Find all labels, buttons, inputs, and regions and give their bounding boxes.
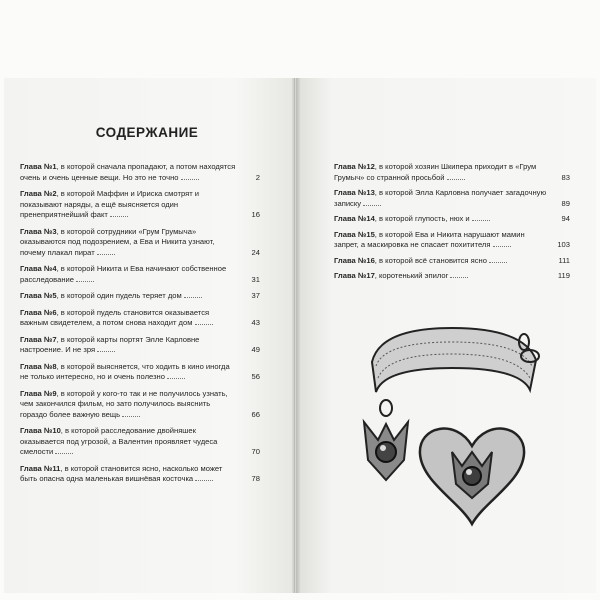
leader-dots xyxy=(363,205,381,206)
toc-entry xyxy=(334,188,570,209)
chapter-description: , в которой становится ясно, насколько может быть опасна одна маленькая вишнёвая косточка xyxy=(20,463,223,483)
leader-dots xyxy=(447,179,465,180)
toc-entry xyxy=(20,189,260,221)
toc-entry xyxy=(20,426,260,458)
chapter-label: Глава №11 xyxy=(20,463,61,473)
toc-entry xyxy=(20,464,260,485)
toc-entry xyxy=(334,230,570,251)
toc-entry xyxy=(334,256,570,267)
chapter-label: Глава №6 xyxy=(20,307,57,317)
page-number: 89 xyxy=(561,198,570,208)
page-number: 31 xyxy=(251,274,260,284)
chapter-description: , в которой сначала пропадают, а потом находятся очень и очень ценные вещи. Но это не точно xyxy=(20,162,236,182)
leader-dots xyxy=(97,254,115,255)
chapter-description: , в которой один пудель теряет дом xyxy=(56,291,182,300)
chapter-label: Глава №2 xyxy=(20,189,57,198)
toc-right-column xyxy=(334,162,570,287)
chapter-label: Глава №7 xyxy=(20,334,57,344)
chapter-label: Глава №10 xyxy=(20,426,61,435)
chapter-label: Глава №9 xyxy=(20,388,57,398)
toc-entry xyxy=(20,335,260,356)
toc-entry xyxy=(20,362,260,383)
page-number: 2 xyxy=(255,172,260,182)
chapter-description: , в которой расследование двойняшек оказывается под угрозой, а Валентин проявляет чудеса смелости xyxy=(20,426,218,456)
chapter-description: , в которой Маффин и Ириска смотрят и показывают наряды, а ещё выясняется один пренеприятнейший факт xyxy=(20,189,200,219)
leader-dots xyxy=(493,246,511,247)
leader-dots xyxy=(489,262,507,263)
toc-entry xyxy=(20,162,260,183)
toc-left-column xyxy=(20,162,260,491)
chapter-description: , в которой пудель становится оказывается важным свидетелем, а потом снова находит дом xyxy=(20,307,210,327)
toc-entry xyxy=(20,227,260,259)
page-number: 43 xyxy=(251,318,260,327)
page-number: 16 xyxy=(251,210,260,219)
bracelet-illustration xyxy=(360,320,550,550)
leader-dots xyxy=(195,480,213,481)
page-number: 111 xyxy=(558,255,570,265)
chapter-label: Глава №8 xyxy=(20,361,57,371)
chapter-label: Глава №14 xyxy=(334,214,375,223)
toc-entry xyxy=(20,291,260,302)
leader-dots xyxy=(181,179,199,180)
page-number: 56 xyxy=(251,372,260,381)
chapter-description: , в которой хозяин Шкипера приходит в «Грум Грумыч» со странной просьбой xyxy=(334,162,537,182)
page-number: 70 xyxy=(251,447,260,456)
chapter-description: , в которой глупость, нюх и xyxy=(374,214,470,223)
chapter-description: , в которой выясняется, что ходить в кино иногда не только интересно, но и очень полезно xyxy=(20,361,230,381)
toc-title: СОДЕРЖАНИЕ xyxy=(95,125,199,140)
chapter-description: , в которой Ева и Никита нарушают мамин запрет, а маскировка не спасает похитителя xyxy=(334,229,525,249)
chapter-label: Глава №1 xyxy=(20,162,57,171)
page-number: 66 xyxy=(251,409,260,419)
leader-dots xyxy=(450,277,468,278)
toc-entry xyxy=(334,162,570,183)
leader-dots xyxy=(167,378,185,379)
chapter-label: Глава №17 xyxy=(334,271,375,280)
page-number: 49 xyxy=(251,345,260,354)
chapter-label: Глава №4 xyxy=(20,264,57,273)
chapter-label: Глава №15 xyxy=(334,229,375,239)
chapter-label: Глава №12 xyxy=(334,162,375,171)
toc-entry xyxy=(20,308,260,329)
leader-dots xyxy=(184,297,202,298)
leader-dots xyxy=(472,220,490,221)
leader-dots xyxy=(122,416,140,417)
page-number: 94 xyxy=(561,214,570,223)
page-number: 83 xyxy=(561,172,570,182)
chapter-label: Глава №16 xyxy=(334,255,375,265)
page-number: 24 xyxy=(251,247,260,257)
leader-dots xyxy=(97,351,115,352)
chapter-description: , в которой всё становится ясно xyxy=(374,255,487,265)
chapter-label: Глава №3 xyxy=(20,226,57,236)
leader-dots xyxy=(110,216,128,217)
chapter-label: Глава №5 xyxy=(20,291,57,300)
leader-dots xyxy=(76,281,94,282)
chapter-description: , в которой Никита и Ева начинают собственное расследование xyxy=(20,264,227,284)
page-number: 78 xyxy=(251,474,260,483)
leader-dots xyxy=(55,453,73,454)
leader-dots xyxy=(195,324,213,325)
chapter-label: Глава №13 xyxy=(334,188,375,197)
toc-entry xyxy=(20,264,260,285)
book-gutter xyxy=(292,78,300,593)
chapter-description: , в которой карты портят Элле Карловне настроение. И не зря xyxy=(20,334,200,354)
chapter-description: , в которой сотрудники «Грум Грумыча» оказываются под подозрением, а Ева и Никита узнают, почему плакал пират xyxy=(20,226,215,257)
toc-entry xyxy=(334,271,570,282)
toc-entry xyxy=(334,214,570,225)
page-number: 103 xyxy=(557,240,570,249)
chapter-description: , коротенький эпилог xyxy=(374,271,449,280)
chapter-description: , в которой у кого-то так и не получилось узнать, чем закончился фильм, но зато получилось выяснить гораздо более важную вещь xyxy=(20,388,228,419)
chapter-description: , в которой Элла Карловна получает загадочную записку xyxy=(334,188,547,208)
page-number: 37 xyxy=(251,291,260,300)
page-number: 119 xyxy=(557,271,570,280)
toc-entry xyxy=(20,389,260,421)
